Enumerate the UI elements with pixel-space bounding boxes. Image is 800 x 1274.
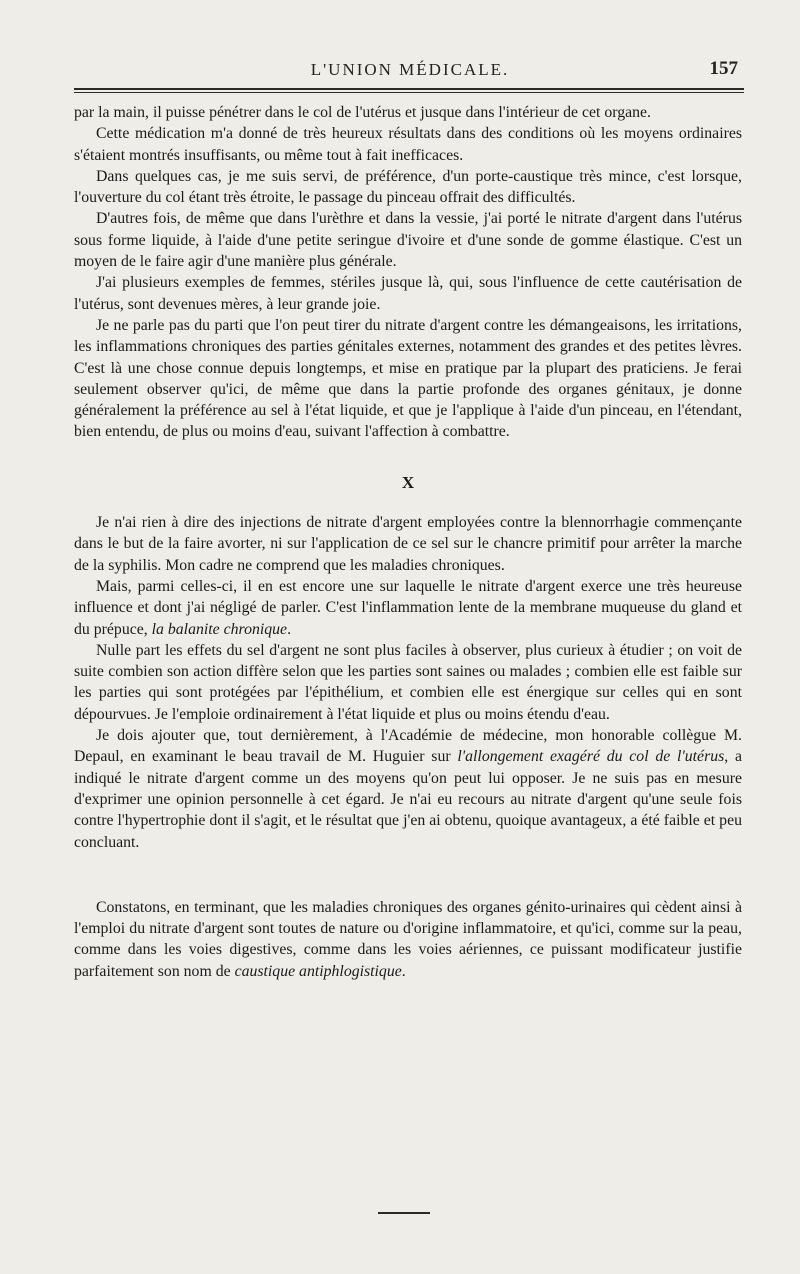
text-run: Je dois ajouter que, tout dernièrement, à l'Académie de médecine, mon honorable collègue M. Depaul, en examinant le beau travail de M. Huguier sur: [74, 727, 742, 766]
page-number: 157: [709, 58, 738, 79]
text-run: .: [401, 962, 406, 980]
running-title: L'UNION MÉDICALE.: [310, 60, 510, 79]
paragraph: D'autres fois, de même que dans l'urèthre et dans la vessie, j'ai porté le nitrate d'argent dans l'utérus sous forme liquide, à l'aide d'une petite seringue d'ivoire et d'une sonde de gomme élastique. C'est un moyen de le faire agir d'une manière plus générale.: [74, 210, 742, 271]
italic-term: la balanite chronique: [151, 620, 288, 638]
spacer: [74, 853, 742, 897]
paragraph: J'ai plusieurs exemples de femmes, stériles jusque là, qui, sous l'influence de cette cautérisation de l'utérus, sont devenues mères, à leur grande joie.: [74, 274, 742, 313]
paragraph: [74, 725, 742, 853]
header-rule-thin: [74, 92, 744, 93]
paragraph: Cette médication m'a donné de très heureux résultats dans des conditions où les moyens ordinaires s'étaient montrés insuffisants, ou même tout à fait inefficaces.: [74, 125, 742, 164]
text-run: Constatons, en terminant, que les maladies chroniques des organes génito-urinaires qui cèdent ainsi à l'emploi du nitrate d'argent sont toutes de nature ou d'origine inflammatoire, et qu'ici, comme sur la peau, comme dans les voies digestives, comme dans les voies aériennes, ce puissant modificateur justifie parfaitement son nom de: [74, 898, 742, 980]
end-rule: [378, 1212, 430, 1214]
paragraph: Dans quelques cas, je me suis servi, de préférence, d'un porte-caustique très mince, c'est lorsque, l'ouverture du col étant très étroite, le passage du pinceau offrait des difficultés.: [74, 167, 742, 207]
italic-term: l'allongement exagéré du col de l'utérus: [457, 748, 725, 766]
text-run: .: [287, 620, 292, 638]
paragraph: [74, 897, 742, 982]
paragraph: [74, 576, 742, 640]
text-run: Mais, parmi celles-ci, il en est encore une sur laquelle le nitrate d'argent exerce une très heureuse influence et dont j'ai négligé de parler. C'est l'inflammation lente de la membrane muqueuse du gland et du prépuce,: [74, 577, 742, 638]
page-header: [78, 54, 742, 84]
text-run: , a indiqué le nitrate d'argent comme un des moyens qu'on peut lui opposer. Je ne suis pas en mesure d'exprimer une opinion personnelle à cet égard. Je n'ai eu recours au nitrate d'argent qu'une seule fois contre l'hypertrophie dont il s'agit, et le résultat que j'en ai obtenu, quoique avantageux, a été faible et peu concluant.: [74, 748, 742, 851]
section-heading: X: [401, 472, 415, 492]
article-body: [74, 102, 742, 982]
italic-term: caustique antiphlogistique: [234, 962, 402, 980]
paragraph: Je n'ai rien à dire des injections de nitrate d'argent employées contre la blennorrhagie commençante dans le but de la faire avorter, ni sur l'application de ce sel sur le chancre primitif pour arrêter la marche de la syphilis. Mon cadre ne comprend que les maladies chroniques.: [74, 514, 742, 574]
paragraph: Je ne parle pas du parti que l'on peut tirer du nitrate d'argent contre les démangeaisons, les irritations, les inflammations chroniques des parties génitales externes, notamment des grandes et des petites lèvres. C'est là une chose connue depuis longtemps, et mise en pratique par la plupart des praticiens. Je ferai seulement observer qu'ici, de même que dans la partie profonde des organes génitaux, je donne généralement la préférence au sel à l'état liquide, et que je l'applique à l'aide d'un pinceau, en l'étendant, bien entendu, de plus ou moins d'eau, suivant l'affection à combattre.: [74, 316, 742, 441]
paragraph: par la main, il puisse pénétrer dans le col de l'utérus et jusque dans l'intérieur de cet organe.: [74, 104, 651, 121]
header-rule: [74, 88, 744, 90]
paragraph: Nulle part les effets du sel d'argent ne sont plus faciles à observer, plus curieux à étudier ; on voit de suite combien son action diffère selon que les parties sont saines ou malades ; combien elle est faible sur les parties qui sont protégées par l'épithélium, et combien elle est énergique sur celles qui en sont dépourvues. Je l'emploie ordinairement à l'état liquide et plus ou moins étendu d'eau.: [74, 641, 742, 723]
